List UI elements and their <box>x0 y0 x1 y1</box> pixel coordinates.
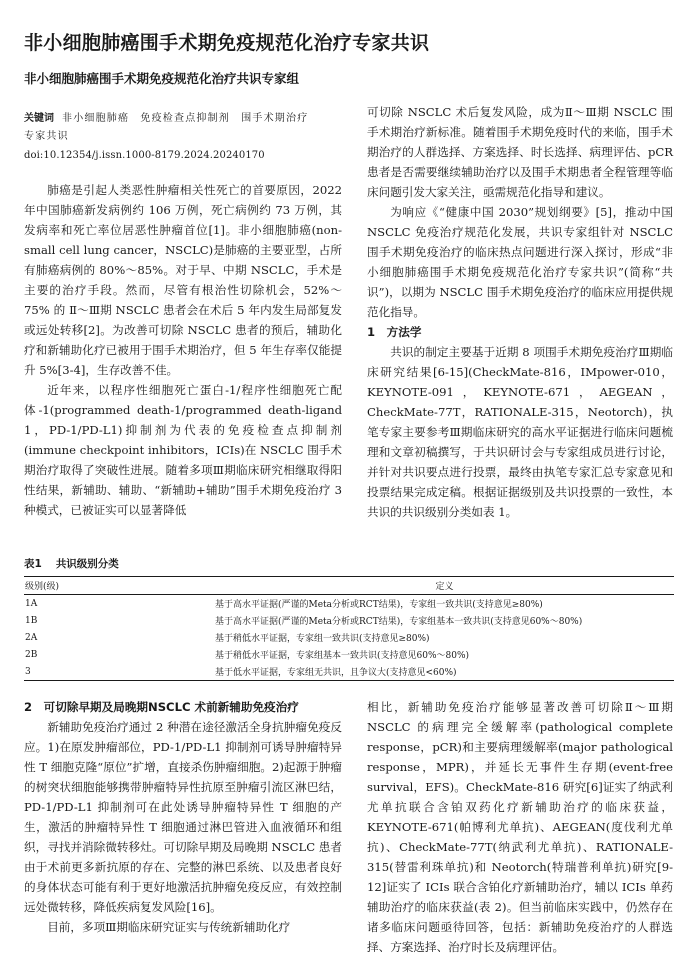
table-row <box>24 663 674 681</box>
table-header-row <box>24 577 674 595</box>
table-cell-level: 2A <box>25 632 38 643</box>
body-column-right-top <box>367 102 673 522</box>
body-paragraph: 共识的制定主要基于近期 8 项围手术期免疫治疗Ⅲ期临床研究结果[6-15](CheckMate-816，IMpower-010，KEYNOTE-091，KEYNOTE-671，AEGEAN，CheckMate-77T，RATIONALE-315，Neotorch)，执笔专家主要参考Ⅲ期临床研究的高水平证据进行临床问题梳理和文章初稿撰写，于共识研讨会与专家组成员进行讨论，并针对共识要点进行投票，最终由执笔专家汇总专家意见和投票结果完成定稿。根据证据级别及共识投票的一致性，本共识的共识级别分类如表 1。 <box>367 345 673 519</box>
table-cell-definition: 基于高水平证据(严谨的Meta分析或RCT结果)，专家组基本一致共识(支持意见60%～80%) <box>215 617 583 627</box>
table-cell-definition: 基于稍低水平证据，专家组一致共识(支持意见≥80%) <box>215 634 430 644</box>
table-cell-definition: 基于高水平证据(严谨的Meta分析或RCT结果)，专家组一致共识(支持意见≥80%) <box>215 600 543 610</box>
article-meta <box>24 110 342 165</box>
body-paragraph: 相比，新辅助免疫治疗能够显著改善可切除Ⅱ～Ⅲ期 NSCLC 的病理完全缓解率(pathological complete response，pCR)和主要病理缓解率(major pathological response，MPR)，并延长无事件生存期(event-free survival，EFS)。CheckMate-816 研究[6]证实了纳武利尤单抗联合含铂双药化疗新辅助治疗的临床获益，KEYNOTE-671(帕博利尤单抗)、AEGEAN(度伐利尤单抗)、CheckMate-77T(纳武利尤单抗)、RATIONALE-315(替雷利珠单抗)和 Neotorch(特瑞普利单抗)研究[9-12]证实了 ICIs 联合含铂化疗新辅助治疗，辅以 ICIs 单药辅助治疗的临床获益(表 2)。但当前临床实践中，仍然存在诸多临床问题亟待回答，包括：新辅助免疫治疗的人群选择、方案选择、治疗时长及病理评估。 <box>367 700 673 954</box>
table-label: 表1 <box>24 558 42 570</box>
table-cell-level: 2B <box>25 649 38 660</box>
body-paragraph: 目前，多项Ⅲ期临床研究证实与传统新辅助化疗 <box>47 920 291 934</box>
body-column-right-bottom <box>367 697 673 957</box>
body-paragraph: 新辅助免疫治疗通过 2 种潜在途径激活全身抗肿瘤免疫反应。1)在原发肿瘤部位，PD-1/PD-L1 抑制剂可诱导肿瘤特异性 T 细胞克隆“原位”扩增，直接杀伤肿瘤细胞。2)起源于肿瘤的树突状细胞能够携带肿瘤特异性抗原至肿瘤引流区淋巴结，PD-1/PD-L1 抑制剂可在此处诱导肿瘤特异性 T 细胞的产生，激活的肿瘤特异性 T 细胞通过淋巴管进入血液循环和组织，寻找并消除微转移灶。可切除早期及局晚期 NSCLC 患者由于术前更多新抗原的存在、完整的淋巴系统、以及患者良好的身体状态可能有利于更好地激活抗肿瘤免疫反应，有效控制远处微转移，降低疾病复发风险[16]。 <box>24 720 342 914</box>
keywords-text: 非小细胞肺癌 免疫检查点抑制剂 围手术期治疗 <box>62 113 309 124</box>
section-heading-methods: 1 方法学 <box>367 325 422 339</box>
table-row <box>24 612 674 629</box>
section-heading-neoadjuvant: 2 可切除早期及局晚期NSCLC 术前新辅助免疫治疗 <box>24 700 299 714</box>
keywords-text-continued: 专家共识 <box>24 131 69 142</box>
column-header-definition: 定义 <box>215 577 674 595</box>
body-paragraph: 为响应《“健康中国 2030”规划纲要》[5]，推动中国 NSCLC 免疫治疗规范化发展，共识专家组针对 NSCLC 围手术期免疫治疗的临床热点问题进行深入探讨，形成“非小细胞肺癌围手术期免疫规范化治疗专家共识”(简称“共识”)，以期为 NSCLC 围手术期免疫治疗的临床应用提供规范化指导。 <box>367 205 673 319</box>
keywords <box>24 110 342 128</box>
keywords-label: 关键词 <box>24 113 54 124</box>
table-cell-definition: 基于稍低水平证据，专家组基本一致共识(支持意见60%～80%) <box>215 651 470 661</box>
table-caption <box>24 556 119 571</box>
body-column-left-bottom <box>24 697 342 937</box>
table-caption-text: 共识级别分类 <box>55 558 119 570</box>
table-row <box>24 595 674 613</box>
doi[interactable]: doi:10.12354/j.issn.1000-8179.2024.20240170 <box>24 150 265 161</box>
column-header-level: 级别(级) <box>24 577 215 595</box>
body-paragraph: 肺癌是引起人类恶性肿瘤相关性死亡的首要原因，2022 年中国肺癌新发病例约 106 万例，死亡病例约 73 万例，其发病率和死亡率位居恶性肿瘤首位[1]。非小细胞肺癌(non-small cell lung cancer，NSCLC)是肺癌的主要亚型，占所有肺癌病例的 80%～85%。对于早、中期 NSCLC，手术是主要的治疗手段。然而，尽管有根治性切除机会，52%～75% 的 Ⅱ～Ⅲ期 NSCLC 患者会在术后 5 年内发生局部复发或远处转移[2]。为改善可切除 NSCLC 患者的预后，辅助化疗和新辅助化疗已被用于围手术期治疗，但 5 年生存率仅能提升 5%[3-4]，生存改善不佳。 <box>24 183 342 377</box>
body-paragraph: 近年来，以程序性细胞死亡蛋白-1/程序性细胞死亡配体-1(programmed death-1/programmed death-ligand 1，PD-1/PD-L1)抑制剂为代表的免疫检查点抑制剂(immune checkpoint inhibitors，ICIs)在 NSCLC 围手术期治疗取得了突破性进展。随着多项Ⅲ期临床研究相继取得阳性结果，新辅助、辅助、“新辅助+辅助”围手术期免疫治疗 3 种模式，已被证实可以显著降低 <box>24 383 342 517</box>
article-title: 非小细胞肺癌围手术期免疫规范化治疗专家共识 <box>24 32 430 54</box>
table-cell-level: 1B <box>25 615 38 626</box>
table-cell-level: 3 <box>25 666 31 677</box>
table-cell-level: 1A <box>25 598 38 609</box>
body-paragraph: 可切除 NSCLC 术后复发风险，成为Ⅱ～Ⅲ期 NSCLC 围手术期治疗新标准。随着围手术期免疫时代的来临，围手术期治疗的人群选择、方案选择、时长选择、病理评估、pCR 患者是否需要继续辅助治疗以及围手术期患者全程管理等临床问题引发大家关注，亟需规范化指导和建议。 <box>367 105 673 199</box>
author-group: 非小细胞肺癌围手术期免疫规范化治疗共识专家组 <box>24 71 300 86</box>
table-row <box>24 629 674 646</box>
consensus-level-table <box>24 576 674 681</box>
body-column-left-top <box>24 180 342 520</box>
table-cell-definition: 基于低水平证据，专家组无共识，且争议大(支持意见<60%) <box>215 668 457 678</box>
table-row <box>24 646 674 663</box>
